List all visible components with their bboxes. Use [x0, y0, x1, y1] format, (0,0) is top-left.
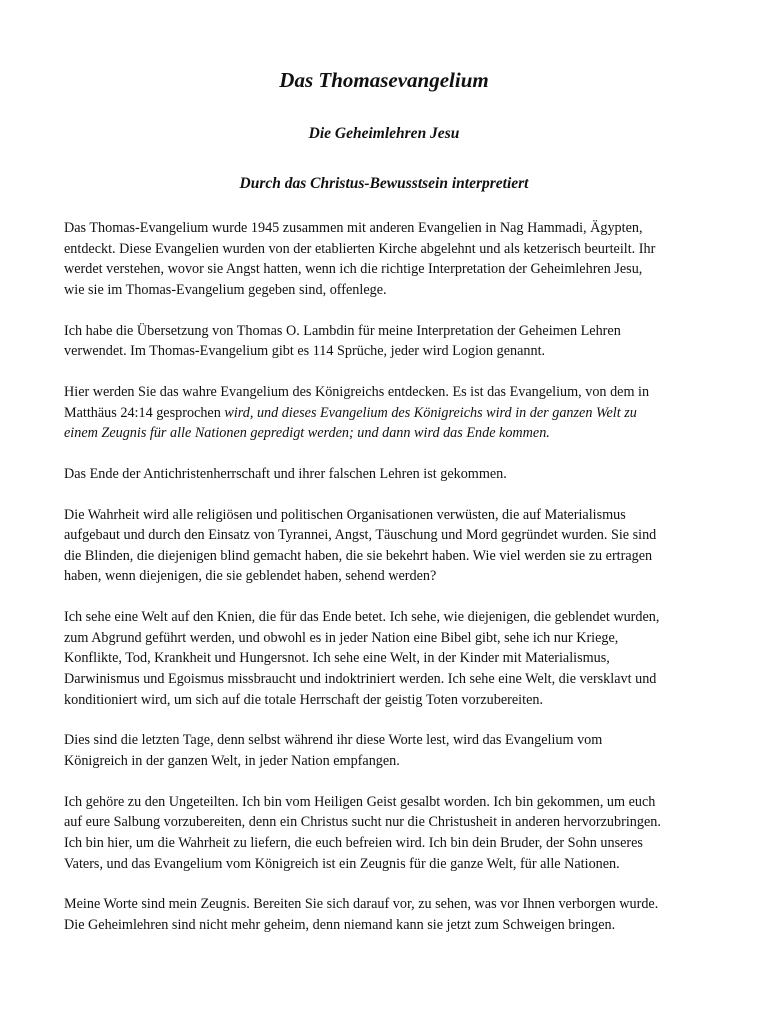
text-line: Vaters, und das Evangelium vom Königreich ist ein Zeugnis für die ganze Welt, für alle Nationen.: [64, 855, 620, 872]
text-line: haben, wenn diejenigen, die sie geblendet haben, sehend werden?: [64, 568, 437, 585]
paragraph-9: [64, 894, 712, 935]
text-line: Hier werden Sie das wahre Evangelium des Königreichs entdecken. Es ist das Evangelium, von dem in: [64, 383, 650, 400]
text-line: aufgebaut und durch den Einsatz von Tyrannei, Angst, Täuschung und Mord gegründet wurden. Sie sind: [64, 527, 657, 544]
paragraph-5: [64, 505, 712, 587]
text-line: auf eure Salbung vorzubereiten, denn ein Christus sucht nur die Christusheit in anderen hervorzubringen.: [64, 814, 661, 831]
text-line: wie sie im Thomas-Evangelium gegeben sind, offenlege.: [64, 281, 387, 298]
text-line: Meine Worte sind mein Zeugnis. Bereiten Sie sich darauf vor, zu sehen, was vor Ihnen verborgen wurde.: [64, 896, 659, 913]
text-line: werdet verstehen, wovor sie Angst hatten, wenn ich die richtige Interpretation der Geheimlehren Jesu,: [64, 261, 643, 278]
document-body: [64, 218, 712, 956]
paragraph-4: [64, 464, 712, 485]
text-line: zum Abgrund geführt werden, und obwohl es in jeder Nation eine Bibel gibt, sehe ich nur Kriege,: [64, 629, 619, 646]
paragraph-2: [64, 321, 712, 362]
text-line: Königreich in der ganzen Welt, in jeder Nation empfangen.: [64, 753, 400, 769]
text-line: konditioniert wird, um sich auf die totale Herrschaft der geistig Toten vorzubereiten.: [64, 691, 544, 708]
document-title: Das Thomasevangelium: [279, 68, 489, 92]
quote-italic: wird, und dieses Evangelium des Königreichs wird in der ganzen Welt zu: [224, 404, 637, 421]
text-line: Ich habe die Übersetzung von Thomas O. Lambdin für meine Interpretation der Geheimen Lehren: [64, 322, 621, 339]
text-line: Dies sind die letzten Tage, denn selbst während ihr diese Worte lest, wird das Evangelium vom: [64, 732, 603, 749]
text-line: Ich sehe eine Welt auf den Knien, die für das Ende betet. Ich sehe, wie diejenigen, die geblendet wurden,: [64, 609, 660, 626]
text-line: Darwinismus und Egoismus missbraucht und indoktriniert werden. Ich sehe eine Welt, die versklavt und: [64, 671, 657, 688]
text-line: Ich bin hier, um die Wahrheit zu liefern, die euch befreien wird. Ich bin dein Bruder, der Sohn unseres: [64, 834, 643, 851]
text-line: entdeckt. Diese Evangelien wurden von der etablierten Kirche abgelehnt und als ketzerisch beurteilt. Ihr: [64, 240, 656, 257]
paragraph-7: [64, 730, 712, 771]
text-line: Konflikte, Tod, Krankheit und Hungersnot. Ich sehe eine Welt, in der Kinder mit Materialismus,: [64, 650, 610, 667]
document-subtitle-2: Durch das Christus-Bewusstsein interpretiert: [239, 175, 529, 192]
text-line: Ich gehöre zu den Ungeteilten. Ich bin vom Heiligen Geist gesalbt worden. Ich bin gekommen, um euch: [64, 793, 656, 810]
text-line: die Blinden, die diejenigen blind gemacht haben, die sie bekehrt haben. Wie viel werden sie zu ertragen: [64, 547, 653, 564]
text-line: Das Ende der Antichristenherrschaft und ihrer falschen Lehren ist gekommen.: [64, 465, 507, 482]
text-span: Matthäus 24:14 gesprochen: [64, 404, 225, 421]
text-line: Das Thomas-Evangelium wurde 1945 zusammen mit anderen Evangelien in Nag Hammadi, Ägypten,: [64, 220, 643, 236]
quote-italic: einem Zeugnis für alle Nationen gepredigt werden; und dann wird das Ende kommen.: [64, 425, 550, 442]
paragraph-1: [64, 218, 712, 300]
paragraph-3: [64, 382, 712, 444]
text-line: verwendet. Im Thomas-Evangelium gibt es 114 Sprüche, jeder wird Logion genannt.: [64, 343, 546, 360]
document-subtitle: Die Geheimlehren Jesu: [308, 125, 460, 142]
paragraph-8: [64, 792, 712, 874]
text-line: [64, 403, 712, 424]
text-line: Die Geheimlehren sind nicht mehr geheim, denn niemand kann sie jetzt zum Schweigen bringen.: [64, 916, 616, 933]
text-line: Die Wahrheit wird alle religiösen und politischen Organisationen verwüsten, die auf Materialismus: [64, 506, 626, 523]
paragraph-6: [64, 607, 712, 710]
